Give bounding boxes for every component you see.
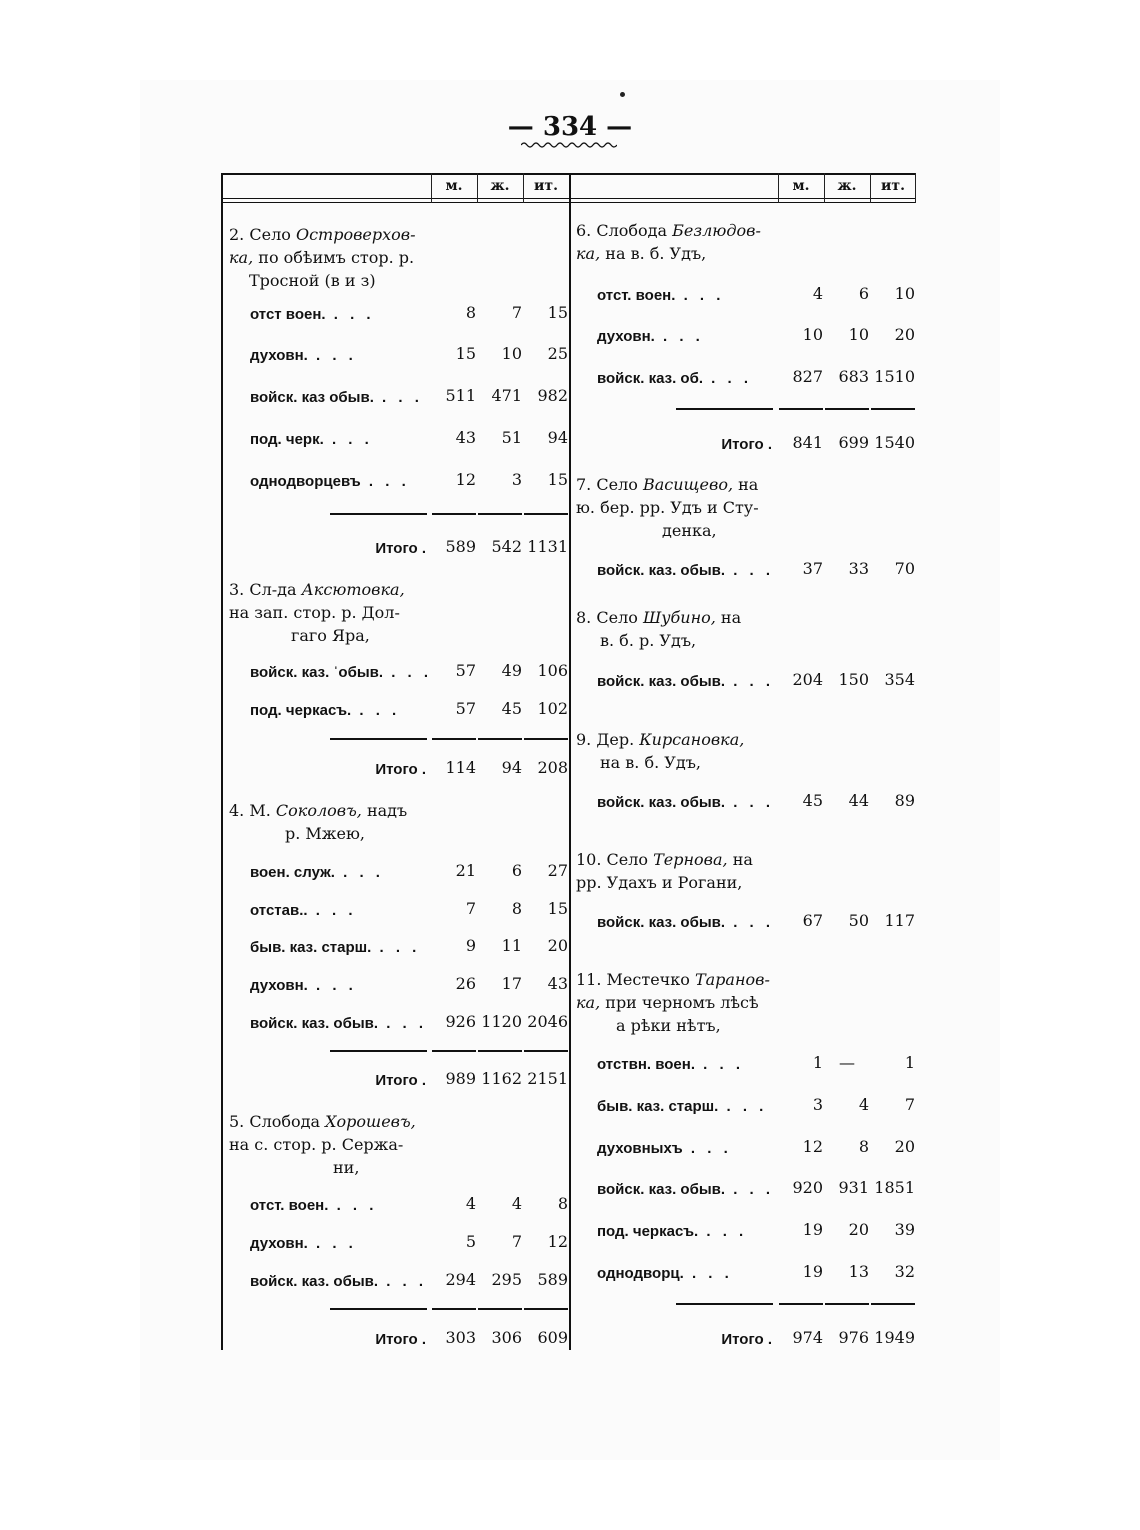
header-w-right: ж. xyxy=(837,178,857,194)
section-8-title: 8. Село Шубино, на в. б. р. Удъ, xyxy=(576,608,742,650)
header-m-left: м. xyxy=(445,178,463,194)
section-4-title: 4. М. Соколовъ, надъ р. Мжею, xyxy=(229,801,408,843)
header-m-right: м. xyxy=(792,178,810,194)
section-5-title: 5. Слобода Хорошевъ, на с. стор. р. Сержа- ни, xyxy=(229,1112,416,1177)
header-t-right: ит. xyxy=(881,178,905,194)
section-6-title: 6. Слобода Безлюдов- ка, на в. б. Удъ, xyxy=(576,221,761,263)
section-3-title: 3. Сл-да Аксютовка, на зап. стор. р. Дол- гаго Яра, xyxy=(229,580,405,645)
section-9-title: 9. Дер. Кирсановка, на в. б. Удъ, xyxy=(576,730,745,772)
section-title-line: ка, по обѣимъ стор. р. xyxy=(229,248,415,267)
section-title-line: Тросной (в и з) xyxy=(249,271,376,290)
header-t-left: ит. xyxy=(534,178,558,194)
wavy-underline xyxy=(521,141,617,149)
section-2-title xyxy=(229,223,429,292)
section-11-title: 11. Местечко Таранов- ка, при черномъ лѣсѣ а рѣки нѣтъ, xyxy=(576,970,770,1035)
section-10-title: 10. Село Тернова, на рр. Удахъ и Рогани, xyxy=(576,850,753,892)
section-7-title: 7. Село Васищево, на ю. бер. рр. Удъ и Сту- денка, xyxy=(576,475,759,540)
left-border xyxy=(221,173,223,1350)
header-w-left: ж. xyxy=(490,178,510,194)
center-divider xyxy=(569,173,571,1350)
page-number: — 334 — xyxy=(507,112,633,142)
ink-speck xyxy=(620,92,625,97)
section-title-line: 2. Село Островерхов- xyxy=(229,225,416,244)
